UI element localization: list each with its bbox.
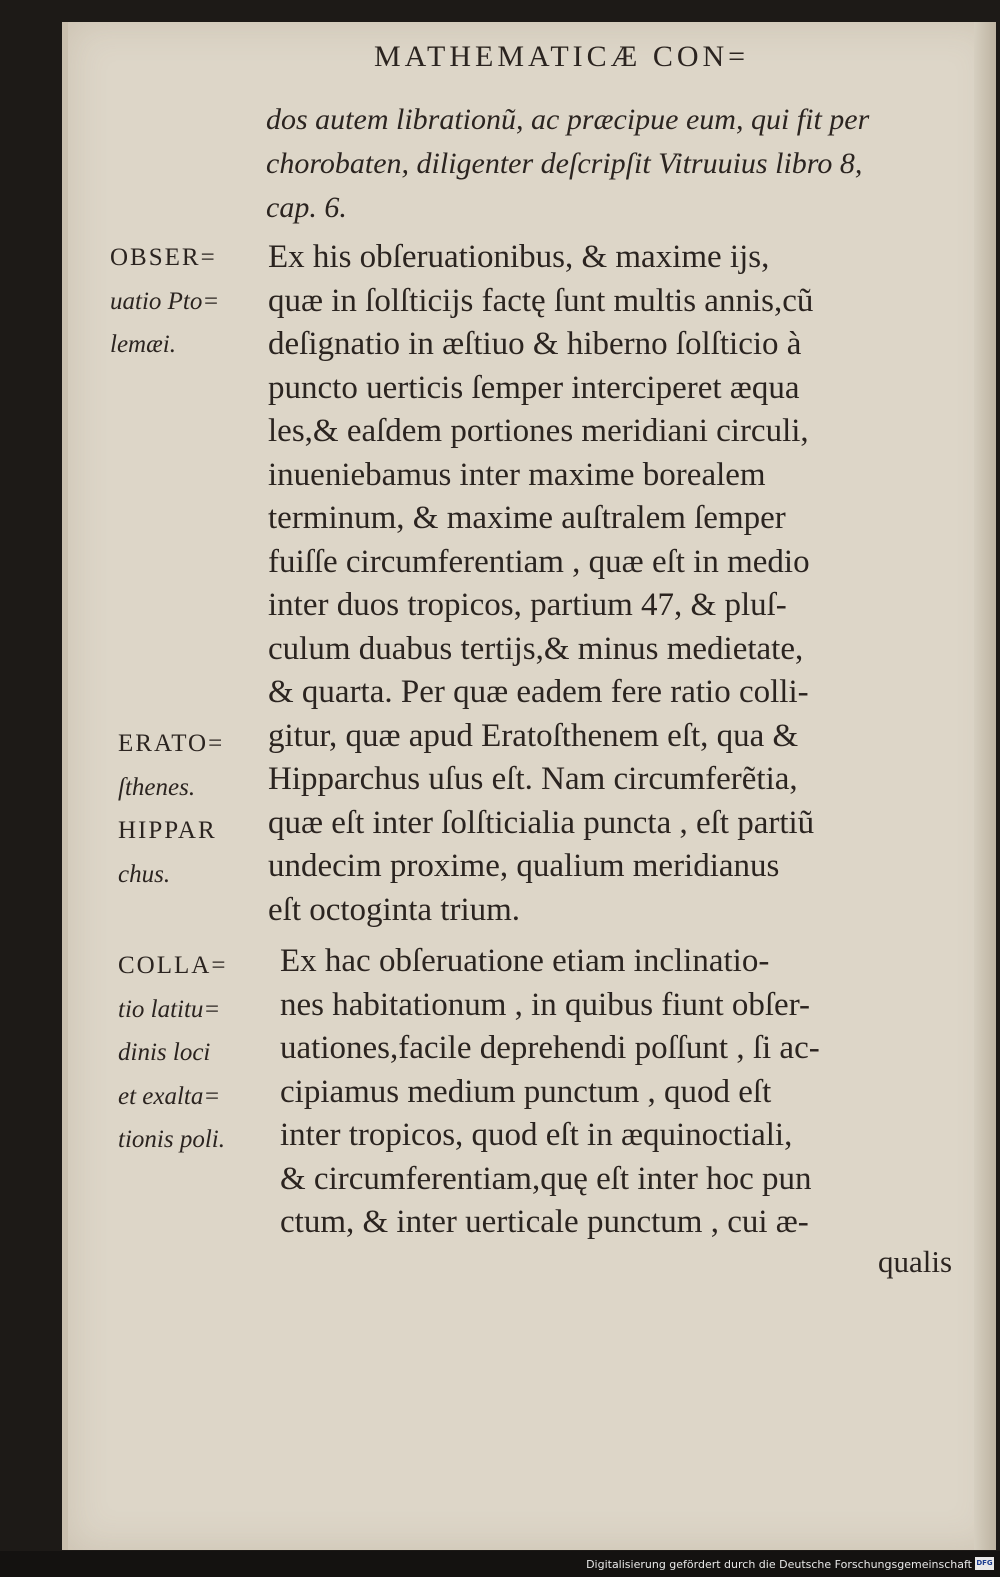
text-line: ctum, & inter uerticale punctum , cui æ- (280, 1204, 809, 1240)
text-line: inter duos tropicos, partium 47, & pluſ- (268, 587, 787, 623)
text-line: uationes,facile deprehendi poſſunt , ſi ac- (280, 1030, 820, 1066)
text-line: dos autem librationũ, ac præcipue eum, qui fit per (266, 103, 870, 136)
text-line: & quarta. Per quæ eadem fere ratio colli- (268, 674, 809, 710)
text-line: nes habitationum , in quibus fiunt obſer- (280, 986, 811, 1023)
text-line: cipiamus medium punctum , quod eſt (280, 1073, 772, 1110)
text-line: puncto uerticis ſemper interciperet æqua (268, 369, 800, 406)
margin-line: COLLA= (118, 952, 228, 979)
margin-line: dinis loci (118, 1039, 211, 1066)
text-line: fuiſſe circumferentiam , quæ eſt in medio (268, 543, 810, 580)
margin-line: tionis poli. (118, 1126, 225, 1153)
margin-line: lemæi. (110, 331, 176, 358)
running-head: MATHEMATICÆ CON= (374, 40, 750, 73)
margin-line: HIPPAR (118, 817, 217, 844)
margin-note-eratosthenes (118, 722, 224, 896)
text-line: gitur, quæ apud Eratoſthenem eſt, qua & (268, 717, 799, 754)
funding-credit: Digitalisierung gefördert durch die Deutsche Forschungsgemeinschaft (586, 1558, 972, 1571)
margin-line: tio latitu= (118, 995, 221, 1023)
text-line: inter tropicos, quod eſt in æquinoctiali, (280, 1117, 793, 1153)
italic-continuation (266, 98, 966, 230)
text-line: Hipparchus uſus eſt. Nam circumferẽtia, (268, 761, 798, 797)
catchword: qualis (878, 1244, 953, 1279)
text-line: eſt octoginta trium. (268, 891, 521, 928)
margin-line: OBSER= (110, 244, 217, 271)
text-line: Ex his obſeruationibus, & maxime ijs, (268, 239, 770, 275)
footer-bar (0, 1551, 1000, 1577)
text-line: terminum, & maxime auſtralem ſemper (268, 500, 786, 536)
text-line: Ex hac obſeruatione etiam inclinatio- (280, 943, 770, 979)
text-line: chorobaten, diligenter deſcripſit Vitruuius libro 8, (266, 147, 863, 180)
paragraph-observatio (268, 236, 968, 932)
text-line: les,& eaſdem portiones meridiani circuli, (268, 413, 809, 449)
text-line: inueniebamus inter maxime borealem (268, 456, 766, 493)
text-line: deſignatio in æſtiuo & hiberno ſolſticio à (268, 326, 802, 362)
paragraph-collatio (280, 940, 980, 1245)
text-line: cap. 6. (266, 191, 347, 224)
margin-line: uatio Pto= (110, 287, 220, 315)
margin-line: et exalta= (118, 1082, 221, 1110)
text-line: culum duabus tertijs,& minus medietate, (268, 630, 804, 667)
text-line: undecim proxime, qualium meridianus (268, 848, 780, 884)
margin-note-collatio (118, 944, 227, 1162)
page-edge (974, 22, 996, 1550)
text-line: & circumferentiam,quę eſt inter hoc pun (280, 1160, 812, 1197)
margin-line: chus. (118, 860, 171, 888)
dfg-logo-icon: DFG (975, 1557, 994, 1570)
text-line: quæ eſt inter ſolſticialia puncta , eſt partiũ (268, 804, 815, 841)
margin-line: ERATO= (118, 730, 225, 757)
margin-line: ſthenes. (118, 773, 196, 801)
text-line: quæ in ſolſticijs factę ſunt multis annis,cũ (268, 282, 814, 319)
margin-note-observatio (110, 236, 219, 367)
